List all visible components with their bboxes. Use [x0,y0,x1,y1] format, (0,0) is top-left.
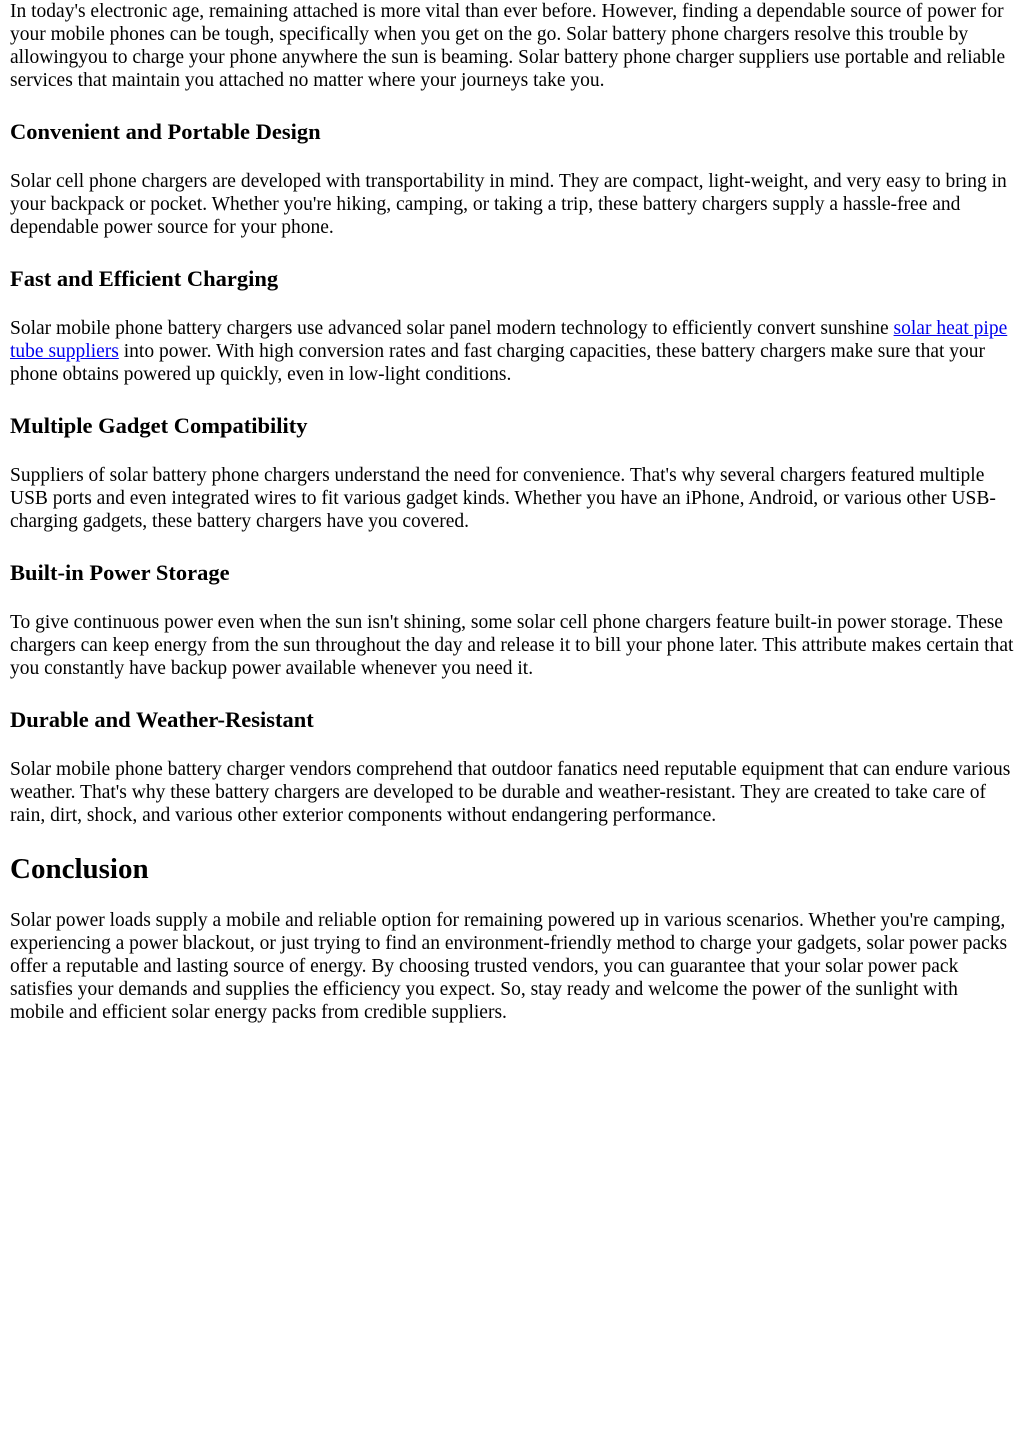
section-heading-gadget-compatibility: Multiple Gadget Compatibility [10,413,308,438]
section-text-weather-resistant: Solar mobile phone battery charger vendors comprehend that outdoor fanatics need reputable equipment that can endure various weather. That's why these battery chargers are developed to be durable and weather-resistant. They are created to take care of rain, dirt, shock, and various other exterior components without endangering performance. [10,759,1011,826]
section-heading-weather-resistant: Durable and Weather-Resistant [10,707,314,732]
section-text-fast-charging [10,317,1014,386]
conclusion-text: Solar power loads supply a mobile and reliable option for remaining powered up in various scenarios. Whether you're camping, experiencing a power blackout, or just trying to find an environment-friendly method to charge your gadgets, solar power packs offer a reputable and lasting source of energy. By choosing trusted vendors, you can guarantee that your solar power pack satisfies your demands and supplies the efficiency you expect. So, stay ready and welcome the power of the sunlight with mobile and efficient solar energy packs from credible suppliers. [10,910,1008,1023]
section-heading-power-storage: Built-in Power Storage [10,560,230,585]
text-before-link: Solar mobile phone battery chargers use advanced solar panel modern technology to efficiently convert sunshine [10,318,894,339]
section-text-portable-design: Solar cell phone chargers are developed with transportability in mind. They are compact, light-weight, and very easy to bring in your backpack or pocket. Whether you're hiking, camping, or taking a trip, these battery chargers supply a hassle-free and dependable power source for your phone. [10,171,1007,238]
conclusion-heading: Conclusion [10,853,149,885]
intro-paragraph: In today's electronic age, remaining attached is more vital than ever before. However, finding a dependable source of power for your mobile phones can be tough, specifically when you get on the go. Solar battery phone chargers resolve this trouble by allowingyou to charge your phone anywhere the sun is beaming. Solar battery phone charger suppliers use portable and reliable services that maintain you attached no matter where your journeys take you. [10,1,1006,91]
section-heading-fast-charging: Fast and Efficient Charging [10,266,279,291]
text-after-link: into power. With high conversion rates and fast charging capacities, these battery chargers make sure that your phone obtains powered up quickly, even in low-light conditions. [10,341,986,385]
section-text-power-storage: To give continuous power even when the sun isn't shining, some solar cell phone chargers feature built-in power storage. These chargers can keep energy from the sun throughout the day and release it to bill your phone later. This attribute makes certain that you constantly have backup power available whenever you need it. [10,612,1014,679]
section-heading-portable-design: Convenient and Portable Design [10,119,321,144]
section-text-gadget-compatibility: Suppliers of solar battery phone chargers understand the need for convenience. That's why several chargers featured multiple USB ports and even integrated wires to fit various gadget kinds. Whether you have an iPhone, Android, or various other USB-charging gadgets, these battery chargers have you covered. [10,465,996,532]
solar-heat-pipe-link[interactable]: solar heat pipe tube suppliers [10,318,1008,362]
